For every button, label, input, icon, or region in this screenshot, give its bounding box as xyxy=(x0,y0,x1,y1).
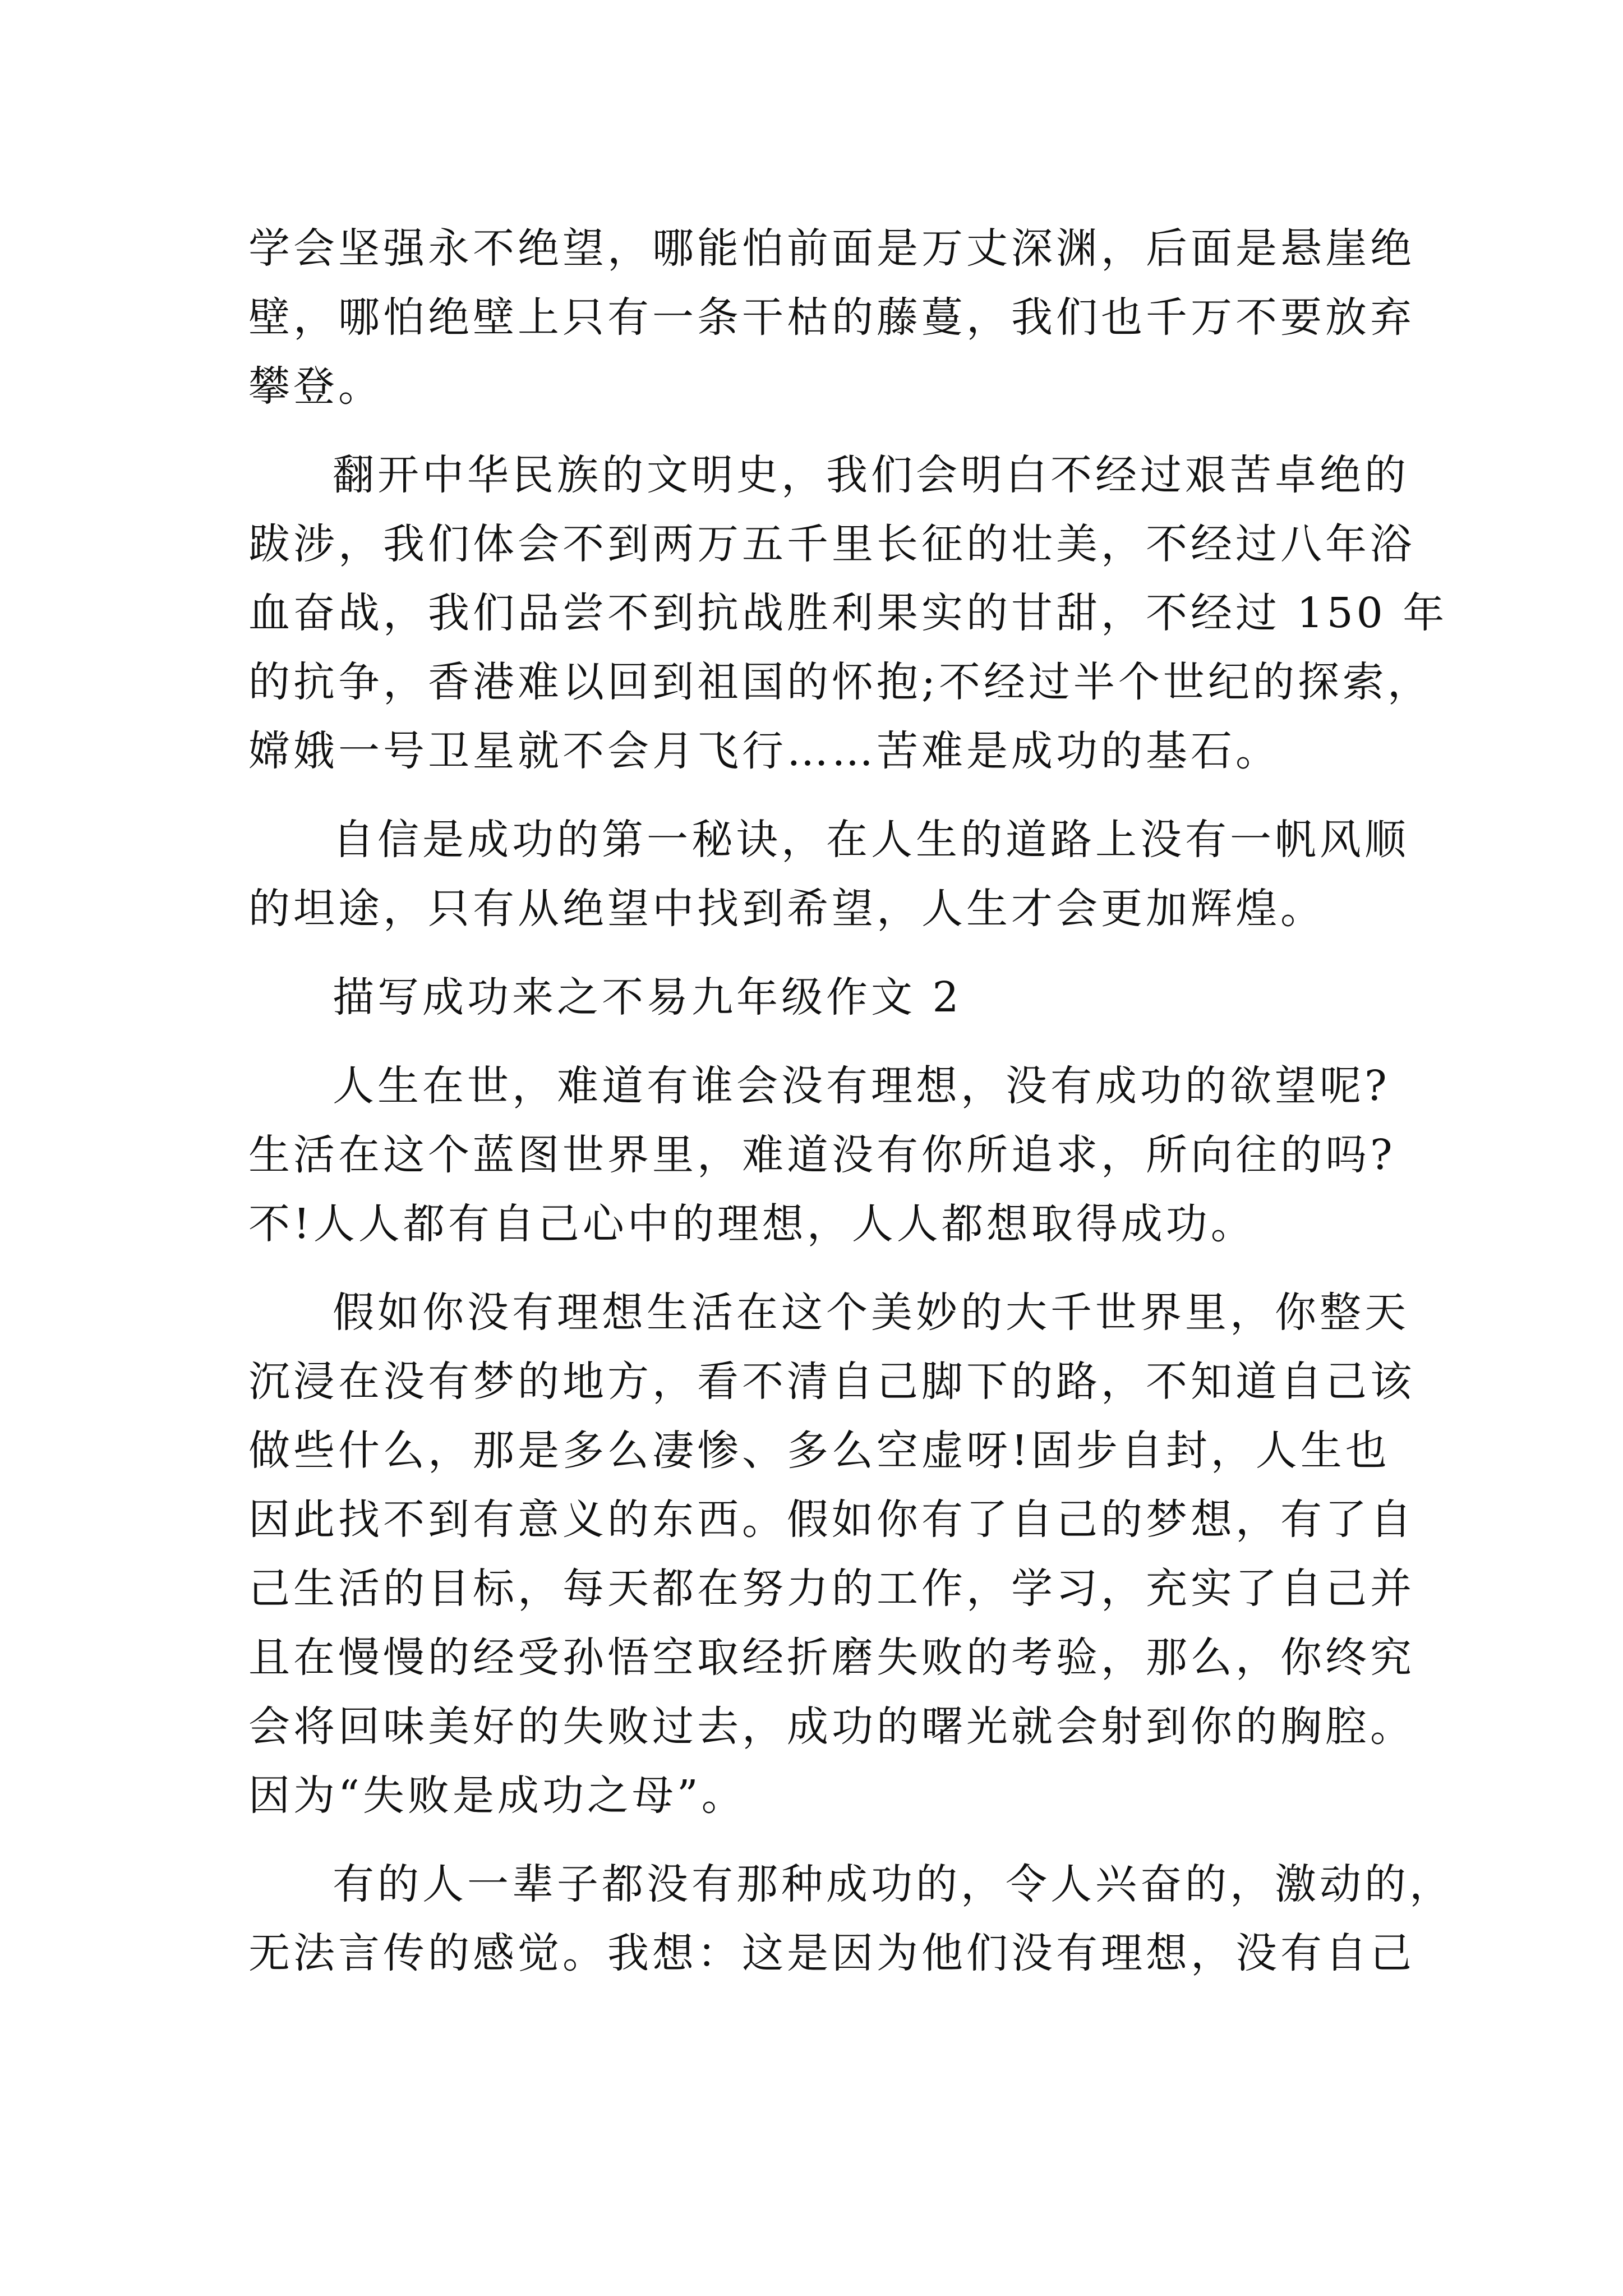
text-line: 血奋战，我们品尝不到抗战胜利果实的甘甜，不经过 150 年 xyxy=(248,589,1448,637)
text-line: 会将回味美好的失败过去，成功的曙光就会射到你的胸腔。 xyxy=(248,1703,1415,1751)
text-line: 无法言传的感觉。我想：这是因为他们没有理想，没有自己 xyxy=(248,1929,1415,1977)
text-line: 且在慢慢的经受孙悟空取经折磨失败的考验，那么，你终究 xyxy=(248,1634,1415,1682)
text-line: 嫦娥一号卫星就不会月飞行……苦难是成功的基石。 xyxy=(248,727,1280,775)
text-line: 攀登。 xyxy=(248,362,383,411)
text-line: 因此找不到有意义的东西。假如你有了自己的梦想，有了自 xyxy=(248,1496,1415,1544)
text-line: 的抗争，香港难以回到祖国的怀抱;不经过半个世纪的探索， xyxy=(248,658,1432,706)
text-line: 不!人人都有自己心中的理想，人人都想取得成功。 xyxy=(248,1200,1256,1248)
text-line: 己生活的目标，每天都在努力的工作，学习，充实了自己并 xyxy=(248,1565,1415,1613)
text-line: 有的人一辈子都没有那种成功的，令人兴奋的，激动的， xyxy=(333,1860,1454,1908)
text-line: 沉浸在没有梦的地方，看不清自己脚下的路，不知道自己该 xyxy=(248,1358,1415,1406)
text-line: 假如你没有理想生活在这个美妙的大千世界里，你整天 xyxy=(333,1289,1409,1337)
body-text xyxy=(248,214,1454,1988)
text-line: 人生在世，难道有谁会没有理想，没有成功的欲望呢? xyxy=(333,1062,1390,1110)
text-line: 翻开中华民族的文明史，我们会明白不经过艰苦卓绝的 xyxy=(333,451,1409,499)
text-line: 自信是成功的第一秘诀，在人生的道路上没有一帆风顺 xyxy=(333,816,1409,864)
text-line: 因为“失败是成功之母”。 xyxy=(248,1772,746,1820)
section-heading: 描写成功来之不易九年级作文 2 xyxy=(333,973,962,1022)
text-line: 壁，哪怕绝壁上只有一条干枯的藤蔓，我们也千万不要放弃 xyxy=(248,293,1415,342)
text-line: 生活在这个蓝图世界里，难道没有你所追求，所向往的吗? xyxy=(248,1131,1396,1179)
text-line: 学会坚强永不绝望，哪能怕前面是万丈深渊，后面是悬崖绝 xyxy=(248,224,1415,273)
text-line: 跋涉，我们体会不到两万五千里长征的壮美，不经过八年浴 xyxy=(248,520,1415,568)
text-line: 的坦途，只有从绝望中找到希望，人生才会更加辉煌。 xyxy=(248,885,1325,933)
text-line: 做些什么，那是多么凄惨、多么空虚呀!固步自封，人生也 xyxy=(248,1427,1390,1475)
